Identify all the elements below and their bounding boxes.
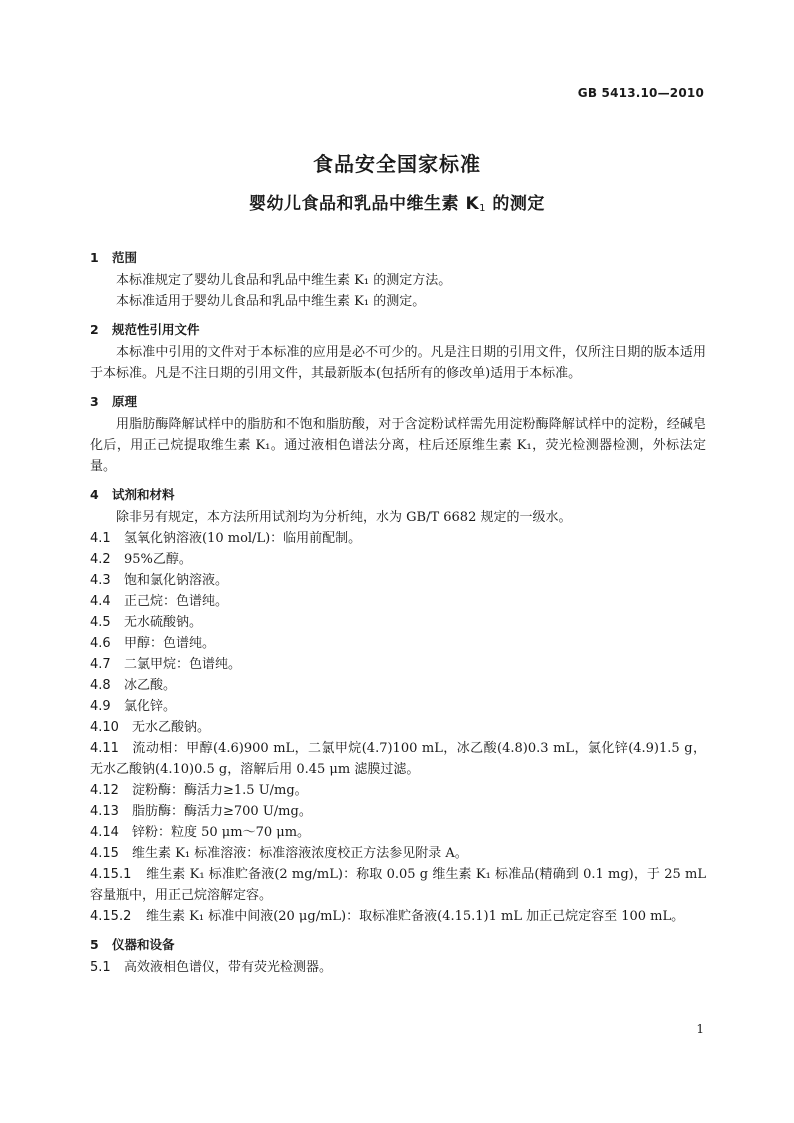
item-text: 无水硫酸钠。 <box>124 615 203 630</box>
list-item <box>90 822 706 843</box>
section-title: 范围 <box>112 250 138 265</box>
list-item <box>90 612 706 633</box>
item-text: 氯化锌。 <box>124 699 177 714</box>
section-heading-4 <box>90 483 706 507</box>
item-number: 4.12 <box>90 783 119 798</box>
item-text: 无水乙酸钠。 <box>132 720 211 735</box>
item-text: 95%乙醇。 <box>124 552 192 567</box>
item-text: 锌粉：粒度 50 μm～70 μm。 <box>132 825 311 840</box>
list-item <box>90 528 706 549</box>
standard-code: GB 5413.10—2010 <box>577 86 704 100</box>
list-item <box>90 717 706 738</box>
list-item <box>90 549 706 570</box>
item-number: 4.1 <box>90 531 111 546</box>
list-item <box>90 738 706 780</box>
section-heading-5 <box>90 933 706 957</box>
item-text: 饱和氯化钠溶液。 <box>124 573 229 588</box>
equipment-list <box>90 957 706 978</box>
list-item <box>90 633 706 654</box>
list-item <box>90 801 706 822</box>
item-number: 4.14 <box>90 825 119 840</box>
item-number: 4.6 <box>90 636 111 651</box>
item-text: 淀粉酶：酶活力≥1.5 U/mg。 <box>132 783 308 798</box>
item-text: 正己烷：色谱纯。 <box>124 594 229 609</box>
paragraph: 除非另有规定，本方法所用试剂均为分析纯，水为 GB/T 6682 规定的一级水。 <box>116 510 572 525</box>
page-number: 1 <box>696 1022 704 1036</box>
item-number: 4.10 <box>90 720 119 735</box>
list-item <box>90 957 706 978</box>
section-title: 原理 <box>112 394 138 409</box>
item-text: 二氯甲烷：色谱纯。 <box>124 657 242 672</box>
list-item <box>90 570 706 591</box>
paragraph: 本标准中引用的文件对于本标准的应用是必不可少的。凡是注日期的引用文件，仅所注日期的版本适用于本标准。凡是不注日期的引用文件，其最新版本(包括所有的修改单)适用于本标准。 <box>90 345 706 381</box>
item-text: 甲醇：色谱纯。 <box>124 636 216 651</box>
paragraph: 本标准适用于婴幼儿食品和乳品中维生素 K₁ 的测定。 <box>116 294 426 309</box>
list-item <box>90 864 706 906</box>
item-number: 4.13 <box>90 804 119 819</box>
item-text: 高效液相色谱仪，带有荧光检测器。 <box>124 960 333 975</box>
list-item <box>90 696 706 717</box>
section-heading-3 <box>90 390 706 414</box>
list-item <box>90 654 706 675</box>
reagent-list <box>90 528 706 927</box>
document-body <box>90 246 706 978</box>
item-number: 4.15 <box>90 846 119 861</box>
section-title: 试剂和材料 <box>112 487 175 502</box>
item-text: 维生素 K₁ 标准中间液(20 μg/mL)：取标准贮备液(4.15.1)1 mL 加正己烷定容至 100 mL。 <box>146 909 685 924</box>
item-number: 4.5 <box>90 615 111 630</box>
item-number: 4.15.1 <box>90 867 132 882</box>
item-number: 4.7 <box>90 657 111 672</box>
list-item <box>90 843 706 864</box>
item-number: 5.1 <box>90 960 111 975</box>
subtitle-prefix: 婴幼儿食品和乳品中维生素 K <box>249 194 480 214</box>
item-number: 4.4 <box>90 594 111 609</box>
paragraph: 用脂肪酶降解试样中的脂肪和不饱和脂肪酸，对于含淀粉试样需先用淀粉酶降解试样中的淀粉，经碱皂化后，用正己烷提取维生素 K₁。通过液相色谱法分离，柱后还原维生素 K₁，荧光检测器检测，外标法定量。 <box>90 417 706 474</box>
section-title: 规范性引用文件 <box>112 322 200 337</box>
paragraph: 本标准规定了婴幼儿食品和乳品中维生素 K₁ 的测定方法。 <box>116 273 452 288</box>
section-number: 3 <box>90 394 99 409</box>
section-number: 5 <box>90 937 99 952</box>
section-heading-2 <box>90 318 706 342</box>
item-number: 4.11 <box>90 741 119 756</box>
section-number: 4 <box>90 487 99 502</box>
document-subtitle <box>0 189 794 214</box>
item-number: 4.2 <box>90 552 111 567</box>
section-title: 仪器和设备 <box>112 937 175 952</box>
item-text: 脂肪酶：酶活力≥700 U/mg。 <box>132 804 312 819</box>
list-item <box>90 906 706 927</box>
item-number: 4.15.2 <box>90 909 132 924</box>
list-item <box>90 675 706 696</box>
subtitle-subscript: 1 <box>479 203 487 214</box>
item-text: 维生素 K₁ 标准溶液：标准溶液浓度校正方法参见附录 A。 <box>132 846 468 861</box>
list-item <box>90 591 706 612</box>
list-item <box>90 780 706 801</box>
item-text: 氢氧化钠溶液(10 mol/L)：临用前配制。 <box>124 531 362 546</box>
section-number: 2 <box>90 322 99 337</box>
item-text: 维生素 K₁ 标准贮备液(2 mg/mL)：称取 0.05 g 维生素 K₁ 标准品(精确到 0.1 mg)，于 25 mL 容量瓶中，用正己烷溶解定容。 <box>90 867 706 903</box>
section-number: 1 <box>90 250 99 265</box>
subtitle-suffix: 的测定 <box>486 194 545 214</box>
item-text: 冰乙酸。 <box>124 678 177 693</box>
document-title: 食品安全国家标准 <box>313 152 481 176</box>
section-heading-1 <box>90 246 706 270</box>
item-number: 4.3 <box>90 573 111 588</box>
item-text: 流动相：甲醇(4.6)900 mL，二氯甲烷(4.7)100 mL，冰乙酸(4.8)0.3 mL，氯化锌(4.9)1.5 g，无水乙酸钠(4.10)0.5 g，溶解后用 0.45 μm 滤膜过滤。 <box>90 741 706 777</box>
item-number: 4.9 <box>90 699 111 714</box>
item-number: 4.8 <box>90 678 111 693</box>
